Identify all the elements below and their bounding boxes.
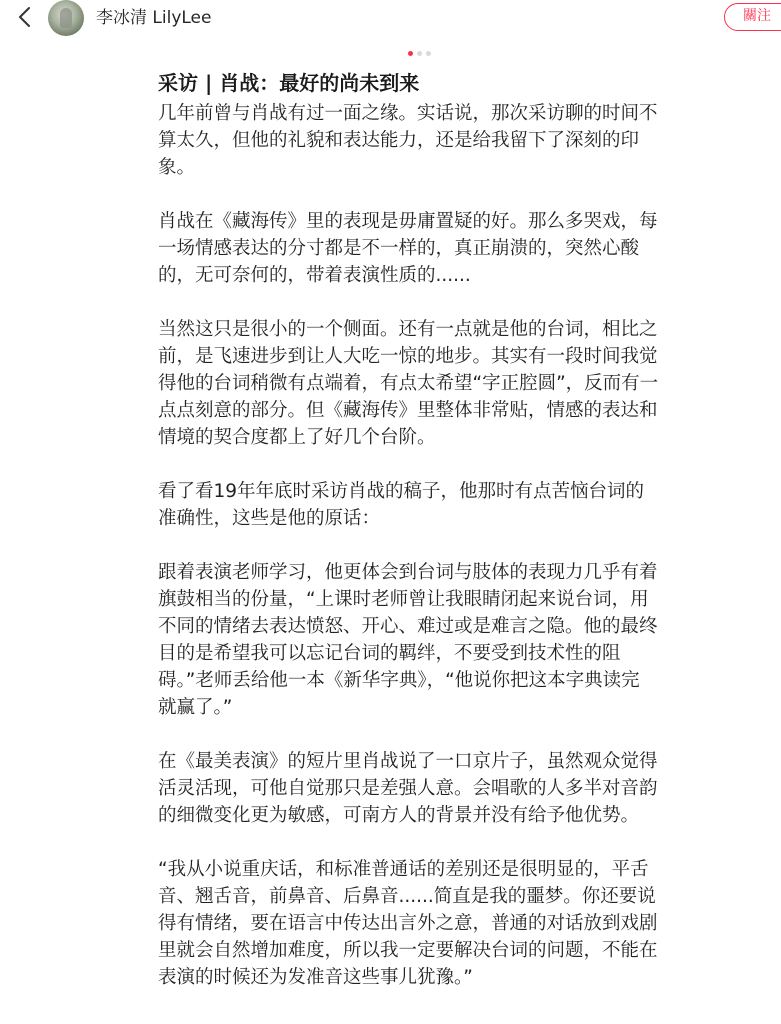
article-title: 采访 | 肖战：最好的尚未到来: [158, 71, 420, 95]
article-paragraph-6: 在《最美表演》的短片里肖战说了一口京片子，虽然观众觉得 活灵活现，可他自觉那只是差强人意。会唱歌的人多半对音韵 的细微变化更为敏感，可南方人的背景并没有给予他优势。: [158, 751, 658, 826]
article-paragraph-1: 几年前曾与肖战有过一面之缘。实话说，那次采访聊的时间不 算太久，但他的礼貌和表达能力，还是给我留下了深刻的印 象。: [158, 103, 658, 178]
author-avatar[interactable]: [48, 0, 84, 36]
article-paragraph-3: 当然这只是很小的一个侧面。还有一点就是他的台词，相比之 前，是飞速进步到让人大吃一惊的地步。其实有一段时间我觉 得他的台词稍微有点端着，有点太希望“字正腔圆”，反而有一 点点刻意的部分。但《藏海传》里整体非常贴，情感的表达和 情境的契合度都上了好几个台阶。: [158, 319, 659, 448]
avatar-figure: [60, 8, 72, 28]
article-paragraph-4: 看了看19年年底时采访肖战的稿子，他那时有点苦恼台词的 准确性，这些是他的原话：: [158, 481, 645, 529]
chevron-left-icon: [14, 5, 38, 29]
top-bar: [0, 0, 781, 40]
article-paragraph-2: 肖战在《藏海传》里的表现是毋庸置疑的好。那么多哭戏，每 一场情感表达的分寸都是不一样的，真正崩溃的，突然心酸 的，无可奈何的，带着表演性质的......: [158, 211, 658, 286]
follow-button[interactable]: 關注: [724, 3, 781, 31]
article-paragraph-7: “我从小说重庆话，和标准普通话的差别还是很明显的，平舌 音、翘舌音，前鼻音、后鼻音......简直是我的噩梦。你还要说 得有情绪，要在语言中传达出言外之意，普通的对话放到戏剧 里就会自然增加难度，所以我一定要解决台词的问题，不能在 表演的时候还为发准音这些事儿犹豫。”: [158, 859, 658, 988]
back-button[interactable]: [14, 5, 38, 29]
pager-dot-active: [408, 51, 413, 56]
pager-dot: [417, 51, 422, 56]
pager-dot: [426, 51, 431, 56]
article-paragraph-5: 跟着表演老师学习，他更体会到台词与肢体的表现力几乎有着 旗鼓相当的份量，“上课时老师曾让我眼睛闭起来说台词，用 不同的情绪去表达愤怒、开心、难过或是难言之隐。他的最终 目的是希望我可以忘记台词的羁绊，不要受到技术性的阻 碍。”老师丢给他一本《新华字典》，“他说你把这本字典读完 就赢了。”: [158, 562, 658, 718]
article-body: [158, 70, 698, 991]
author-name[interactable]: 李冰清 LilyLee: [96, 8, 212, 28]
